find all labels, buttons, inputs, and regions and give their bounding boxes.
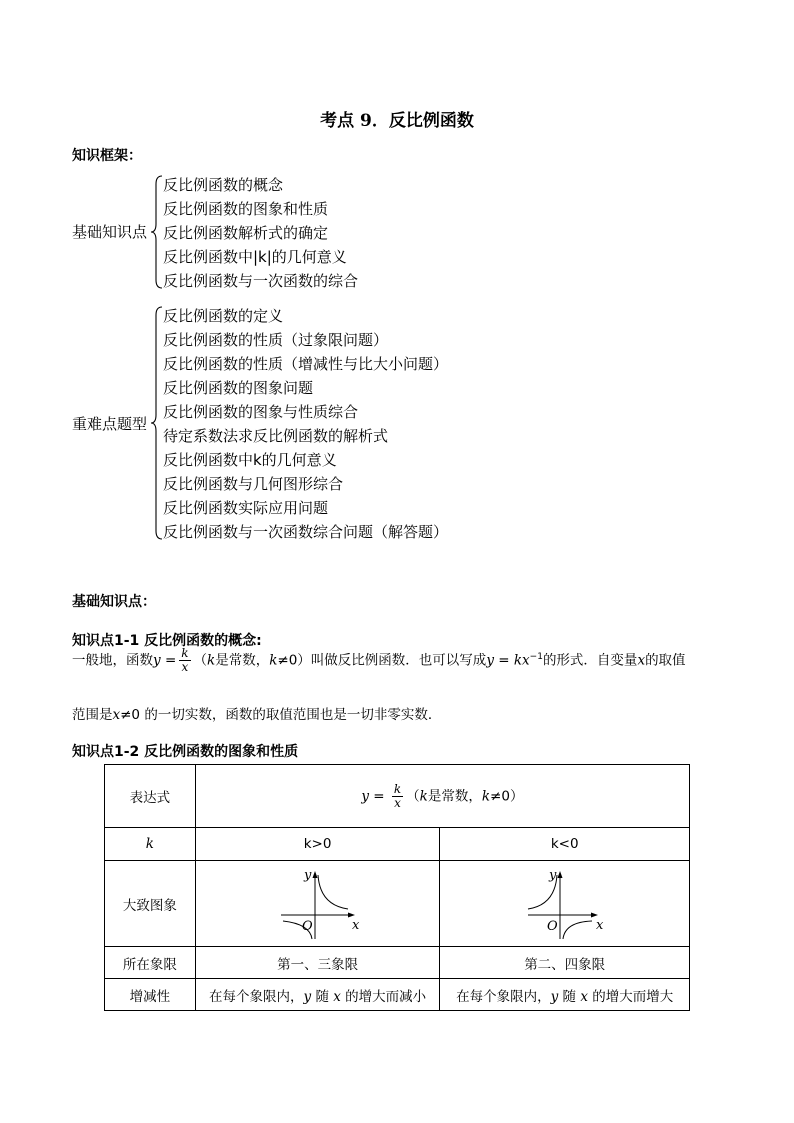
cell-text: 随	[562, 988, 577, 1005]
group1-brace	[150, 174, 164, 290]
kp11-definition-line1	[72, 642, 686, 676]
table-row	[105, 765, 690, 828]
group2-brace	[150, 305, 164, 541]
monotonic-negative	[440, 979, 690, 1011]
group2-item: 反比例函数的性质（增减性与比大小问题）	[163, 355, 449, 373]
fraction-k-over-x	[392, 783, 403, 810]
group1-item: 反比例函数的概念	[163, 176, 284, 194]
kp11-text: 一般地，函数	[72, 652, 153, 669]
row-header: 增减性	[105, 979, 196, 1011]
var-y: y	[361, 788, 369, 804]
group2-label: 重难点题型	[72, 415, 148, 433]
group1-item: 反比例函数解析式的确定	[163, 224, 329, 242]
equals: =	[498, 652, 510, 669]
group2-item: 反比例函数与几何图形综合	[163, 475, 344, 493]
equals: =	[373, 788, 385, 804]
group1-label: 基础知识点	[72, 223, 148, 241]
hyperbola-q1-q3-graph	[273, 865, 363, 943]
kp12-heading: 知识点1-2 反比例函数的图象和性质	[72, 744, 299, 760]
kp11-text: 范围是	[72, 707, 113, 723]
basics-heading: 基础知识点：	[72, 594, 156, 610]
kp11-definition-line2	[72, 703, 441, 723]
cell-text: 在每个象限内，	[209, 988, 304, 1005]
table-row	[105, 979, 690, 1011]
note: ≠0）	[490, 788, 524, 804]
note: 是常数，	[427, 788, 482, 804]
hyperbola-q2-q4-graph	[520, 865, 610, 943]
cell-text: 的增大而增大	[592, 988, 674, 1005]
var-k: k	[419, 788, 428, 804]
table-row	[105, 861, 690, 947]
group1-item: 反比例函数的图象和性质	[163, 200, 329, 218]
quadrant-positive: 第一、三象限	[195, 947, 440, 979]
monotonic-positive	[195, 979, 440, 1011]
var-x: x	[333, 988, 341, 1005]
origin-label: O	[301, 918, 313, 934]
row-header: k	[105, 828, 196, 861]
axis-x-label: x	[351, 917, 359, 933]
var-x: x	[112, 707, 121, 723]
origin-label: O	[546, 918, 558, 934]
cell-text: 在每个象限内，	[456, 988, 551, 1005]
var-x: x	[580, 988, 588, 1005]
numerator: k	[181, 646, 189, 660]
group2-item: 反比例函数的图象与性质综合	[163, 403, 359, 421]
var-k: k	[207, 652, 216, 669]
var-y: y	[486, 652, 494, 669]
cell-text: 的增大而减小	[345, 988, 427, 1005]
group2-item: 反比例函数的图象问题	[163, 379, 314, 397]
k-negative: k<0	[440, 828, 690, 861]
properties-table	[104, 764, 690, 1011]
kp11-text: ≠0 的一切实数，函数的取值范围也是一切非零实数．	[120, 707, 442, 723]
group2-item: 反比例函数的定义	[163, 307, 284, 325]
group2-item: 反比例函数与一次函数综合问题（解答题）	[163, 523, 449, 541]
var-y: y	[303, 988, 312, 1005]
framework-heading: 知识框架：	[72, 148, 142, 164]
kp11-text: 的取值	[645, 652, 686, 669]
row-header: 表达式	[105, 765, 196, 828]
page-title: 考点 9．反比例函数	[320, 111, 474, 131]
var-y: y	[153, 652, 161, 669]
group2-item: 反比例函数的性质（过象限问题）	[163, 331, 389, 349]
kp11-heading: 知识点1-1 反比例函数的概念:	[72, 633, 262, 649]
var-k: k	[269, 652, 278, 669]
fraction-k-over-x	[179, 647, 190, 674]
denominator: x	[394, 795, 401, 810]
equals: =	[164, 652, 177, 669]
var-k: k	[481, 788, 491, 804]
axis-y-label: y	[303, 867, 311, 883]
group2-item: 反比例函数中k的几何意义	[163, 451, 337, 469]
graph-positive-cell	[195, 861, 440, 947]
quadrant-negative: 第二、四象限	[440, 947, 690, 979]
numerator: k	[393, 781, 402, 796]
table-row	[105, 828, 690, 861]
var-x: x	[637, 652, 646, 669]
kp11-text: ≠0）叫做反比例函数．也可以写成	[277, 652, 487, 669]
group1-item: 反比例函数与一次函数的综合	[163, 272, 359, 290]
denominator: x	[181, 660, 189, 674]
axis-x-label: x	[595, 917, 604, 933]
table-row	[105, 947, 690, 979]
group2-item: 反比例函数实际应用问题	[163, 499, 329, 517]
row-header: 大致图象	[105, 861, 196, 947]
group2-item: 待定系数法求反比例函数的解析式	[163, 427, 389, 445]
kp11-text: 是常数，	[215, 652, 270, 669]
graph-negative-cell	[440, 861, 690, 947]
term-kx: kx	[513, 652, 530, 669]
axis-y-label: y	[548, 867, 557, 883]
note: （	[406, 788, 420, 804]
expression-cell	[195, 765, 689, 828]
kp11-text: 的形式．自变量	[542, 652, 638, 669]
k-positive: k>0	[195, 828, 440, 861]
group1-item: 反比例函数中|k|的几何意义	[163, 248, 347, 266]
var-y: y	[550, 988, 559, 1005]
kp11-text: （	[193, 652, 208, 669]
cell-text: 随	[315, 988, 329, 1005]
row-header: 所在象限	[105, 947, 196, 979]
exponent: −1	[529, 652, 543, 662]
